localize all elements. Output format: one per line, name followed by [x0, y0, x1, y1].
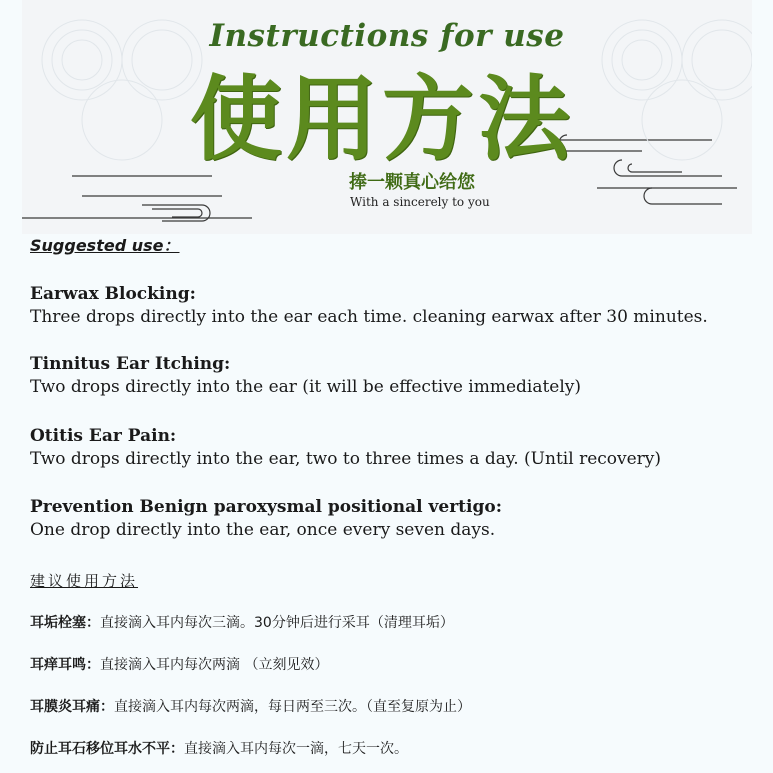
chinese-item-earwax: [30, 612, 454, 632]
chinese-item-vertigo: [30, 738, 408, 758]
item-text: 直接滴入耳内每次三滴。30分钟后进行采耳（清理耳垢）: [100, 615, 454, 631]
item-text: One drop directly into the ear, once every seven days.: [30, 520, 496, 540]
english-item-earwax: [30, 283, 708, 329]
header-banner: [22, 0, 752, 234]
item-heading: Otitis Ear Pain:: [30, 426, 177, 446]
english-item-otitis: [30, 425, 661, 471]
banner-english-title: Instructions for use: [209, 18, 565, 54]
banner-english-subtitle: With a sincerely to you: [350, 195, 490, 209]
item-heading: Earwax Blocking:: [30, 284, 196, 304]
chinese-item-otitis: [30, 696, 471, 716]
item-text: Two drops directly into the ear (it will be effective immediately): [30, 377, 582, 397]
item-label: 防止耳石移位耳水不平：: [30, 741, 184, 757]
item-text: 直接滴入耳内每次一滴，七天一次。: [184, 741, 408, 757]
english-item-vertigo: [30, 496, 502, 542]
item-text: Three drops directly into the ear each time. cleaning earwax after 30 minutes.: [30, 307, 708, 327]
banner-chinese-title: 使用方法: [190, 65, 575, 173]
item-label: 耳垢栓塞：: [30, 615, 100, 631]
item-heading: Tinnitus Ear Itching:: [30, 354, 231, 374]
item-text: 直接滴入耳内每次两滴 （立刻见效）: [100, 657, 329, 673]
item-heading: Prevention Benign paroxysmal positional vertigo:: [30, 497, 502, 517]
chinese-item-tinnitus: [30, 654, 328, 674]
instructions-content: [30, 236, 750, 757]
chinese-section-heading: 建议使用方法: [30, 572, 139, 590]
item-label: 耳痒耳鸣：: [30, 657, 100, 673]
suggested-use-heading: Suggested use：: [30, 236, 180, 255]
banner-chinese-subtitle: 捧一颗真心给您: [349, 172, 475, 193]
english-item-tinnitus: [30, 353, 581, 399]
item-text: Two drops directly into the ear, two to three times a day. (Until recovery): [30, 449, 662, 469]
item-text: 直接滴入耳内每次两滴，每日两至三次。（直至复原为止）: [114, 699, 471, 715]
item-label: 耳膜炎耳痛：: [30, 699, 114, 715]
